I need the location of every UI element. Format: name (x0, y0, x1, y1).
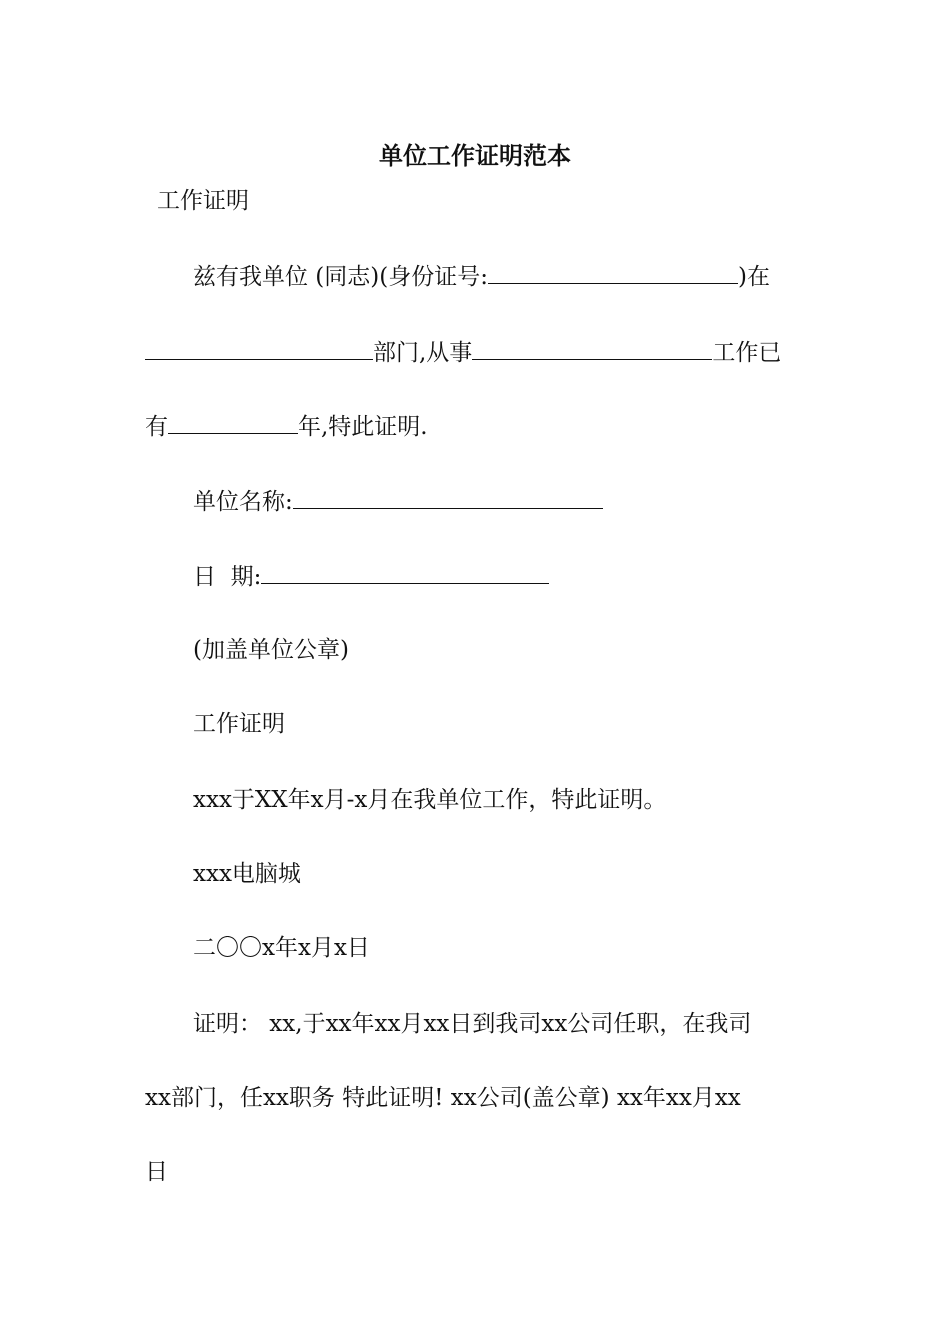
paragraph1-line3-end: 年,特此证明. (298, 414, 428, 440)
paragraph1-line2 (145, 337, 781, 368)
heading-work-certificate: 工作证明 (157, 188, 249, 214)
document-title: 单位工作证明范本 (379, 141, 571, 170)
unit-name-label: 单位名称: (193, 489, 293, 515)
id-number-blank (488, 261, 738, 284)
paragraph1-line3-text: 有 (145, 414, 168, 440)
date-blank (261, 561, 549, 584)
date-label: 日 期: (193, 564, 262, 590)
paragraph1-line3 (145, 411, 428, 442)
certificate3-line1: 证明： xx,于xx年xx月xx日到我司xx公司任职，在我司 (193, 1011, 752, 1037)
paragraph1-line1-end: )在 (737, 264, 770, 290)
certificate3-line3: 日 (145, 1159, 168, 1185)
paragraph1-line1-text: 兹有我单位 (同志)(身份证号: (193, 264, 488, 290)
paragraph1-line1 (193, 261, 770, 292)
certificate2-body: xxx于XX年x月-x月在我单位工作，特此证明。 (193, 787, 667, 813)
paragraph1-line2-end: 工作已 (712, 340, 782, 366)
unit-name-row (193, 486, 603, 517)
certificate3-line2: xx部门，任xx职务 特此证明! xx公司(盖公章) xx年xx月xx (145, 1085, 741, 1111)
certificate2-date: 二〇〇x年x月x日 (193, 935, 370, 961)
date-row (193, 561, 549, 592)
paragraph1-line2-text: 部门,从事 (373, 340, 473, 366)
heading-work-certificate-2: 工作证明 (193, 711, 285, 737)
unit-name-blank (293, 486, 603, 509)
years-blank (168, 411, 298, 434)
seal-note: (加盖单位公章) (193, 637, 349, 663)
certificate2-company: xxx电脑城 (193, 861, 301, 887)
job-blank (472, 337, 712, 360)
department-blank (145, 337, 373, 360)
